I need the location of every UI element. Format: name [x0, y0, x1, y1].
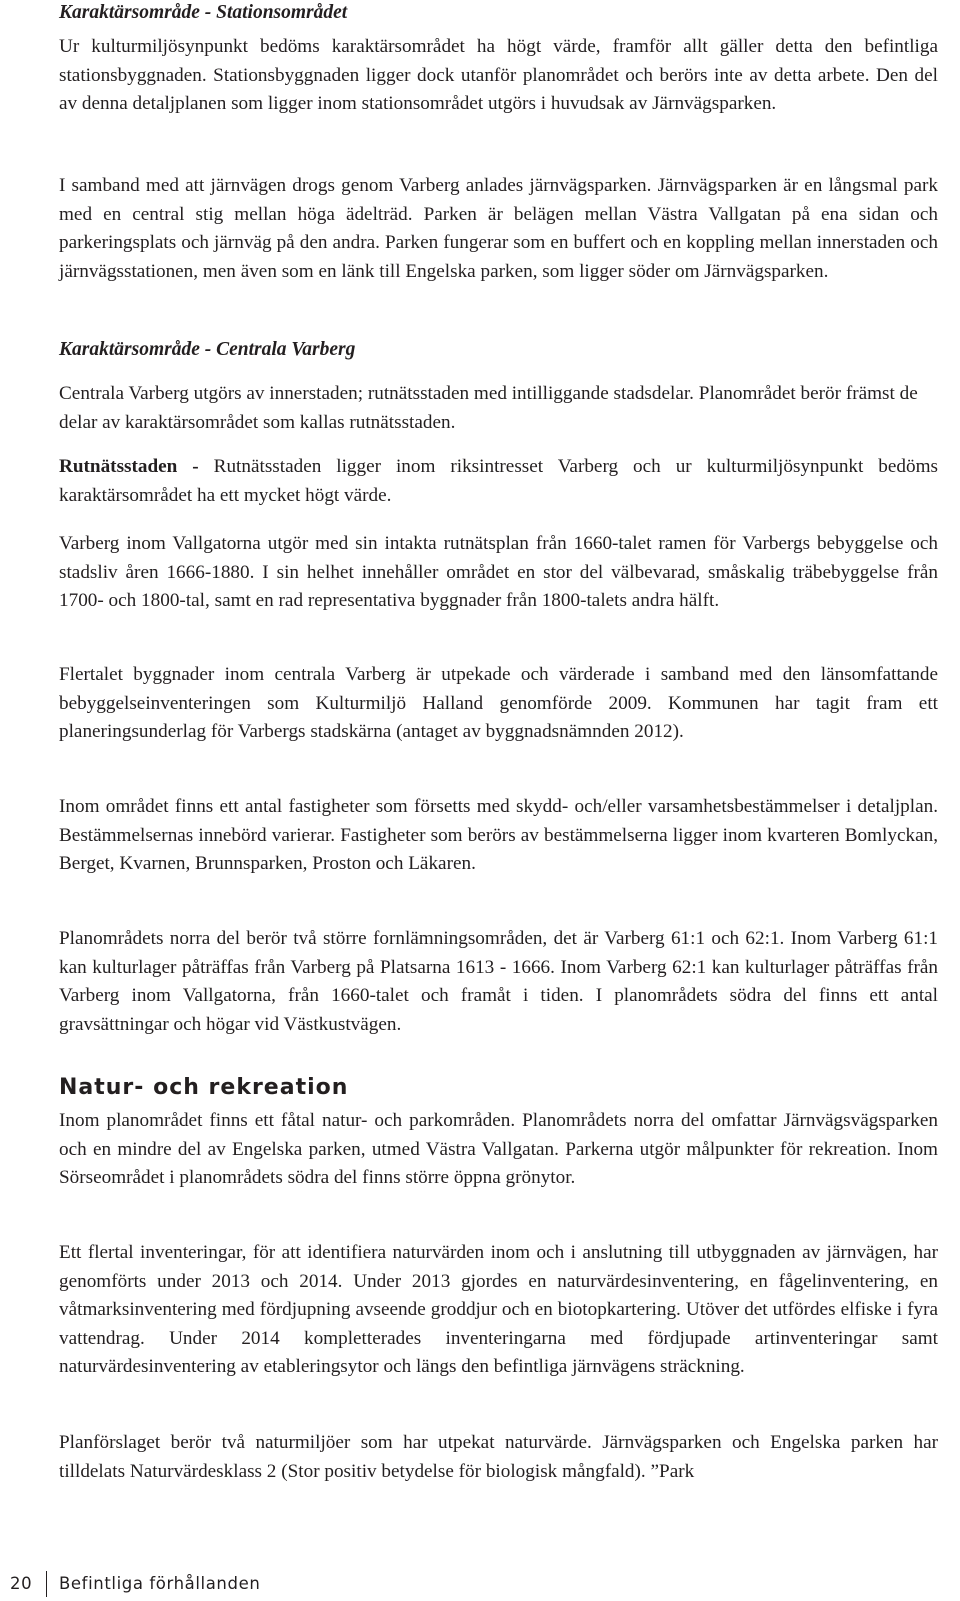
- paragraph-centrala-3: Varberg inom Vallgatorna utgör med sin intakta rutnätsplan från 1660-talet ramen för Varbergs bebyggelse och stadsliv åren 1666-1880. I sin helhet innehåller området en stor del välbevarad, småskalig träbebyggelse från 1700- och 1800-tal, samt en rad representativa byggnader från 1800-talets andra hälft.: [59, 533, 938, 612]
- page-footer: [0, 1571, 960, 1597]
- paragraph-rutnatsstaden: [59, 453, 938, 510]
- paragraph-stationsomradet-1: Ur kulturmiljösynpunkt bedöms karaktärsområdet ha högt värde, framför allt gäller detta den befintliga stationsbyggnaden. Stationsbyggnaden ligger dock utanför planområdet och berörs inte av detta arbete. Den del av denna detaljplanen som ligger inom stationsområdet utgörs i huvudsak av Järnvägsparken.: [59, 36, 938, 115]
- paragraph-centrala-1: Centrala Varberg utgörs av innerstaden; rutnätsstaden med intilliggande stadsdelar. Planområdet berör främst de delar av karaktärsområdet som kallas rutnätsstaden.: [59, 383, 918, 433]
- paragraph-centrala-6: Planområdets norra del berör två större fornlämningsområden, det är Varberg 61:1 och 62:1. Inom Varberg 61:1 kan kulturlager påträffas från Varberg på Platsarna 1613 - 1666. Inom Varberg 62:1 kan kulturlager påträffas från Varberg inom Vallgatorna, från 1660-talet och framåt i tiden. I planområdets södra del finns ett antal gravsättningar och högar vid Västkustvägen.: [59, 928, 938, 1035]
- heading-centrala-varberg: Karaktärsområde - Centrala Varberg: [59, 339, 356, 360]
- paragraph-stationsomradet-2: I samband med att järnvägen drogs genom Varberg anlades järnvägsparken. Järnvägsparken är en långsmal park med en central stig mellan höga ädelträd. Parken är belägen mellan Västra Vallgatan på ena sidan och parkeringsplats och järnväg på den andra. Parken fungerar som en buffert och en koppling mellan innerstaden och järnvägsstationen, men även som en länk till Engelska parken, som ligger söder om Järnvägsparken.: [59, 175, 938, 282]
- paragraph-centrala-5: Inom området finns ett antal fastigheter som försetts med skydd- och/eller varsamhetsbestämmelser i detaljplan. Bestämmelsernas innebörd varierar. Fastigheter som berörs av bestämmelserna ligger inom kvarteren Bomlyckan, Berget, Kvarnen, Brunnsparken, Proston och Läkaren.: [59, 796, 938, 875]
- page-number: 20: [10, 1574, 33, 1593]
- heading-stationsomradet: Karaktärsområde - Stationsområdet: [59, 2, 348, 23]
- paragraph-natur-2: Ett flertal inventeringar, för att identifiera naturvärden inom och i anslutning till utbyggnaden av järnvägen, har genomförts under 2013 och 2014. Under 2013 gjordes en naturvärdesinventering, en fågelinventering, en våtmarksinventering med fördjupning avseende groddjur och en biotopkartering. Utöver det utfördes elfiske i fyra vattendrag. Under 2014 kompletterades inventeringarna med fördjupade artinventeringar samt naturvärdesinventering av etableringsytor och längs den befintliga järnvägens sträckning.: [59, 1242, 938, 1378]
- rutnatsstaden-text: Rutnätsstaden ligger inom riksintresset Varberg och ur kulturmiljösynpunkt bedöms karaktärsområdet ha ett mycket högt värde.: [59, 456, 938, 506]
- paragraph-natur-3: Planförslaget berör två naturmiljöer som har utpekat naturvärde. Järnvägsparken och Engelska parken har tilldelats Naturvärdesklass 2 (Stor positiv betydelse för biologisk mångfald). ”Park: [59, 1432, 938, 1482]
- paragraph-natur-1: Inom planområdet finns ett fåtal natur- och parkområden. Planområdets norra del omfattar Järnvägsvägsparken och en mindre del av Engelska parken, utmed Västra Vallgatan. Parkerna utgör målpunkter för rekreation. Inom Sörseområdet i planområdets södra del finns större öppna grönytor.: [59, 1110, 938, 1189]
- paragraph-centrala-4: Flertalet byggnader inom centrala Varberg är utpekade och värderade i samband med den länsomfattande bebyggelseinventeringen som Kulturmiljö Halland genomförde 2009. Kommunen har tagit fram ett planeringsunderlag för Varbergs stadskärna (antaget av byggnadsnämnden 2012).: [59, 664, 938, 743]
- heading-natur-rekreation: Natur- och rekreation: [59, 1075, 349, 1100]
- footer-title: Befintliga förhållanden: [59, 1574, 261, 1593]
- rutnatsstaden-lead: Rutnätsstaden -: [59, 456, 214, 477]
